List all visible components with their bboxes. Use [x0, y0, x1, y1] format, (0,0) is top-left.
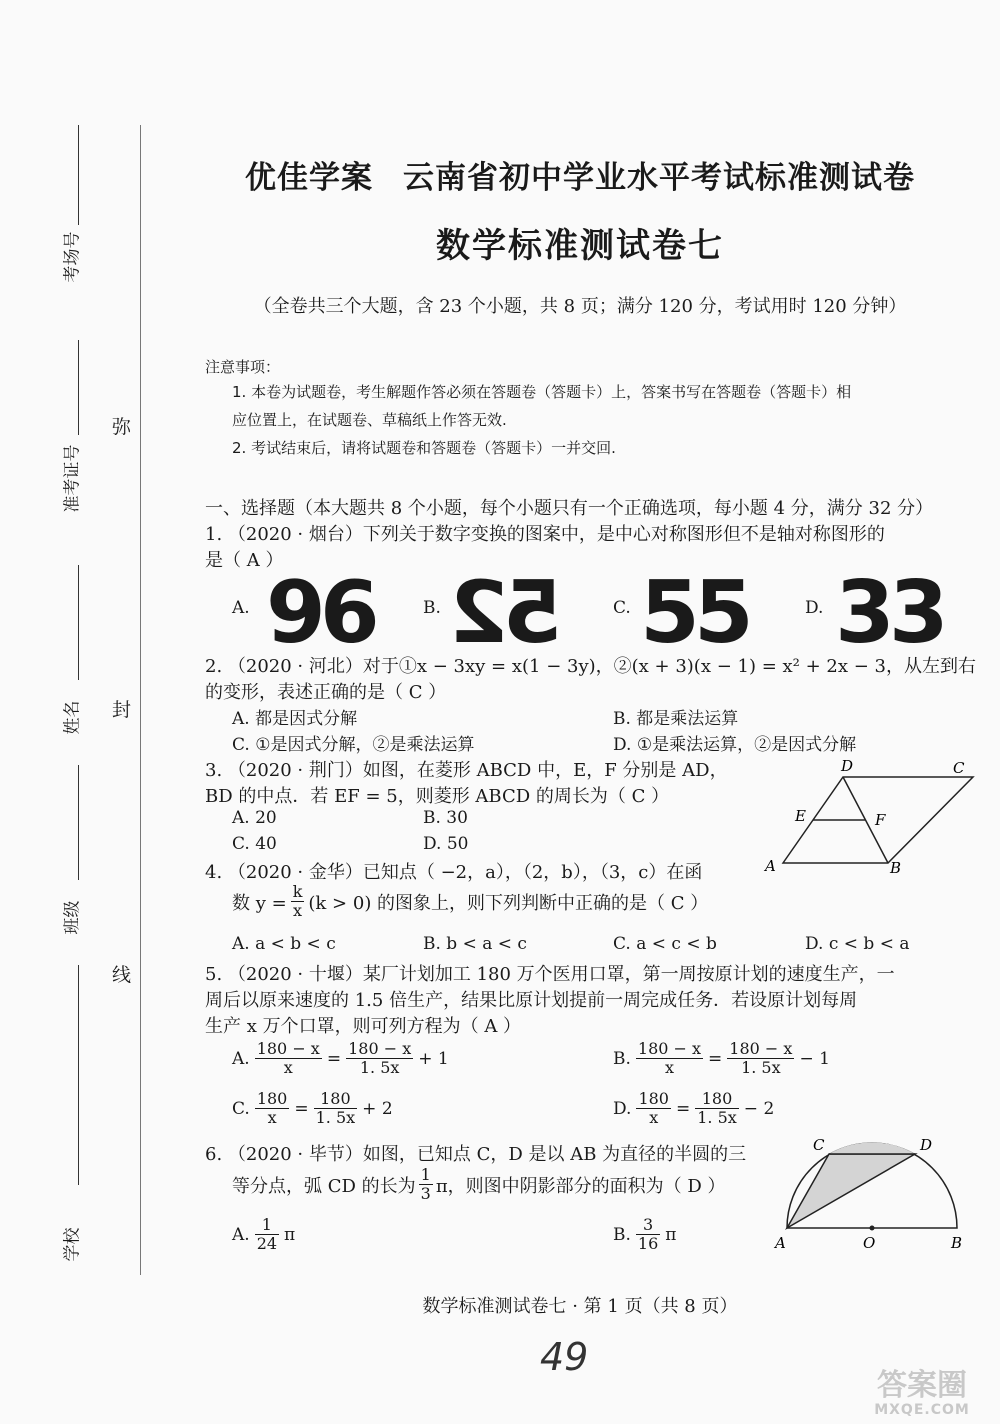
admission-line — [78, 340, 79, 435]
q3-option-c: C. 40 — [232, 834, 277, 854]
q5-d-frac1 — [636, 1090, 671, 1127]
q5-b-num2: 180 − x — [729, 1039, 793, 1058]
label-c: C — [813, 1136, 825, 1154]
q3-option-b: B. 30 — [423, 808, 468, 828]
semicircle-figure — [765, 1130, 970, 1255]
rhombus-figure — [755, 755, 985, 880]
q5-a-num2: 180 − x — [348, 1039, 412, 1058]
q1-figure-a: 96 — [266, 563, 374, 663]
q5-line1: 5. （2020 · 十堰）某厂计划加工 180 万个医用口罩，第一周按原计划的速度生产，一 — [205, 964, 895, 985]
q5-c-eq: = — [294, 1098, 309, 1119]
seal-char-xian: 线 — [112, 964, 132, 986]
q5-b-eq: = — [708, 1048, 723, 1069]
q4-option-c: C. a < c < b — [613, 934, 717, 954]
label-o: O — [863, 1234, 876, 1252]
q6-line2-start: 等分点，弧 CD 的长为 — [232, 1175, 416, 1197]
watermark-url: MXQE.COM — [874, 1402, 970, 1418]
school-label: 学校 — [62, 1227, 83, 1262]
q2-line2: 的变形，表述正确的是（ C ） — [205, 682, 447, 703]
label-f: F — [875, 811, 886, 829]
q4-fraction — [291, 883, 305, 920]
q5-d-den1: x — [649, 1108, 659, 1127]
class-line — [78, 765, 79, 880]
seal-char-feng: 封 — [112, 699, 132, 721]
school-line — [78, 965, 79, 1185]
q5-a-den1: x — [283, 1058, 293, 1077]
brand-name: 优佳学案 — [245, 160, 373, 196]
q2-option-d: D. ①是乘法运算，②是因式分解 — [613, 735, 857, 755]
q6-a-letter: A. — [232, 1224, 250, 1245]
q1-option-c: C. — [613, 598, 631, 618]
q3-line2: BD 的中点．若 EF = 5，则菱形 ABCD 的周长为（ C ） — [205, 786, 670, 807]
label-a: A — [775, 1234, 786, 1252]
series-title — [160, 152, 1000, 197]
handwritten-page-number: 49 — [540, 1335, 589, 1379]
q6-option-a — [232, 1216, 295, 1253]
q6-line2 — [232, 1166, 726, 1203]
q6-b-den: 16 — [637, 1234, 659, 1253]
shaded-segment — [829, 1142, 915, 1154]
q5-c-num1: 180 — [256, 1089, 288, 1108]
q6-option-b — [613, 1216, 676, 1253]
q5-a-letter: A. — [232, 1048, 250, 1069]
q5-d-den2: 1. 5x — [697, 1108, 737, 1127]
notice-item-2: 2. 考试结束后，请将试题卷和答题卷（答题卡）一并交回. — [232, 439, 616, 457]
q5-b-frac2 — [727, 1040, 794, 1077]
notice-item-1: 1. 本卷为试题卷，考生解题作答必须在答题卷（答题卡）上，答案书写在答题卷（答题卡）相 — [232, 383, 852, 401]
q6-frac-den: 3 — [420, 1184, 431, 1203]
q5-line3: 生产 x 万个口罩，则可列方程为（ A ） — [205, 1016, 522, 1037]
q2-line1: 2. （2020 · 河北）对于①x − 3xy = x(1 − 3y)，②(x + 3)(x − 1) = x² + 2x − 3，从左到右 — [205, 656, 976, 677]
q6-b-pi: π — [665, 1224, 677, 1245]
q5-option-d — [613, 1090, 774, 1127]
q5-a-frac1 — [255, 1040, 322, 1077]
center-point — [870, 1226, 875, 1231]
page-title: 数学标准测试卷七 — [436, 226, 724, 266]
exam-info: （全卷共三个大题，含 23 个小题，共 8 页；满分 120 分，考试用时 120 分钟） — [253, 296, 907, 317]
q5-line2: 周后以原来速度的 1.5 倍生产，结果比原计划提前一周完成任务．若设原计划每周 — [205, 990, 858, 1011]
label-d: D — [841, 757, 854, 775]
q6-b-num: 3 — [636, 1216, 660, 1235]
q4-line2-end: (k > 0) 的图象上，则下列判断中正确的是（ C ） — [308, 892, 709, 914]
q3-line1: 3. （2020 · 荆门）如图，在菱形 ABCD 中，E，F 分别是 AD， — [205, 760, 728, 781]
watermark-logo — [862, 1370, 982, 1416]
q5-option-a — [232, 1040, 449, 1077]
notice-item-1-cont: 应位置上，在试题卷、草稿纸上作答无效. — [232, 411, 507, 429]
q5-b-den2: 1. 5x — [741, 1058, 781, 1077]
seal-char-mi: 弥 — [112, 416, 132, 438]
label-d: D — [920, 1136, 933, 1154]
q1-line2: 是（ A ） — [205, 550, 284, 571]
q5-d-letter: D. — [613, 1098, 632, 1119]
q6-b-frac — [636, 1216, 660, 1253]
q1-option-a: A. — [232, 598, 250, 618]
q3-option-d: D. 50 — [423, 834, 469, 854]
q4-frac-num: k — [292, 882, 303, 901]
admission-label: 准考证号 — [62, 444, 83, 513]
q4-option-b: B. b < a < c — [423, 934, 527, 954]
name-label: 姓名 — [62, 700, 83, 735]
q5-d-eq: = — [675, 1098, 691, 1119]
q5-b-num1: 180 − x — [637, 1039, 702, 1058]
q4-line2 — [232, 883, 708, 920]
name-line — [78, 565, 79, 680]
series-name: 云南省初中学业水平考试标准测试卷 — [403, 160, 915, 196]
exam-room-line — [78, 125, 79, 225]
q5-option-b — [613, 1040, 830, 1077]
q5-b-tail: − 1 — [799, 1048, 830, 1069]
q6-a-pi: π — [284, 1224, 296, 1245]
q5-b-den1: x — [664, 1058, 674, 1077]
q5-a-den2: 1. 5x — [359, 1058, 400, 1077]
section-heading: 一、选择题（本大题共 8 个小题，每个小题只有一个正确选项，每小题 4 分，满分 32 分） — [205, 498, 934, 519]
q6-line2-end: π，则图中阴影部分的面积为（ D ） — [435, 1175, 726, 1197]
watermark-text: 答案圈 — [877, 1368, 967, 1403]
q5-d-num2: 180 — [695, 1090, 739, 1109]
label-e: E — [795, 807, 806, 825]
q5-d-tail: − 2 — [743, 1098, 775, 1119]
label-a: A — [765, 857, 776, 875]
q4-line1: 4. （2020 · 金华）已知点（ −2，a），（2，b），（3，c）在函 — [205, 862, 703, 883]
q5-a-frac2 — [346, 1040, 413, 1077]
seal-fold-line — [140, 125, 141, 1275]
q6-a-den: 24 — [256, 1234, 278, 1253]
q1-line1: 1. （2020 · 烟台）下列关于数字变换的图案中，是中心对称图形但不是轴对称图形的 — [205, 524, 885, 545]
q6-frac-num: 1 — [420, 1165, 431, 1184]
q5-c-letter: C. — [232, 1098, 250, 1119]
q6-line1: 6. （2020 · 毕节）如图，已知点 C，D 是以 AB 为直径的半圆的三 — [205, 1144, 747, 1165]
q1-option-d: D. — [805, 598, 824, 618]
q3-option-a: A. 20 — [232, 808, 277, 828]
q4-line2-start: 数 y = — [232, 892, 287, 914]
q4-option-d: D. c < b < a — [805, 934, 910, 954]
q5-c-frac2 — [314, 1090, 358, 1127]
q4-frac-den: x — [293, 901, 303, 920]
q2-option-c: C. ①是因式分解，②是乘法运算 — [232, 735, 475, 755]
q5-c-den1: x — [267, 1108, 277, 1127]
q5-option-c — [232, 1090, 393, 1127]
exam-room-label: 考场号 — [62, 231, 83, 283]
q5-b-frac1 — [636, 1040, 703, 1077]
q6-fraction — [419, 1166, 433, 1203]
q5-c-frac1 — [255, 1090, 290, 1127]
q5-c-den2: 1. 5x — [315, 1108, 356, 1127]
q5-d-frac2 — [695, 1090, 739, 1127]
q5-b-letter: B. — [613, 1048, 631, 1069]
q6-b-letter: B. — [613, 1224, 631, 1245]
q1-option-b: B. — [423, 598, 441, 618]
q5-a-eq: = — [326, 1048, 342, 1069]
q2-option-a: A. 都是因式分解 — [232, 709, 358, 729]
q5-a-num1: 180 − x — [256, 1039, 320, 1058]
q2-option-b: B. 都是乘法运算 — [613, 709, 739, 729]
class-label: 班级 — [62, 900, 83, 935]
q5-c-tail: + 2 — [362, 1098, 393, 1119]
shaded-triangle — [787, 1154, 915, 1228]
q5-d-num1: 180 — [638, 1089, 669, 1108]
q5-c-num2: 180 — [314, 1090, 358, 1109]
q1-figure-b: 52 — [455, 563, 563, 663]
q1-figure-d: 33 — [835, 563, 943, 663]
q1-figure-c: 55 — [640, 563, 748, 663]
label-b: B — [951, 1234, 963, 1252]
q5-a-tail: + 1 — [418, 1048, 449, 1069]
q6-a-num: 1 — [255, 1216, 279, 1235]
q6-a-frac — [255, 1216, 279, 1253]
notice-title: 注意事项： — [205, 358, 281, 376]
label-c: C — [953, 759, 965, 777]
page-footer: 数学标准测试卷七 · 第 1 页（共 8 页） — [422, 1296, 738, 1317]
label-b: B — [890, 859, 902, 877]
q4-option-a: A. a < b < c — [232, 934, 336, 954]
